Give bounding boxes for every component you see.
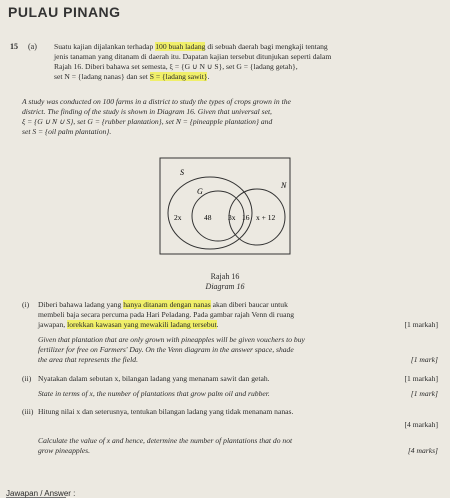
page-header: PULAU PINANG (8, 4, 121, 20)
part-i-malay (38, 300, 438, 330)
malay-intro-line2: jenis tanaman yang ditanam di daerah itu. Dapatan kajian tersebut ditunjukan seperti dalam (54, 52, 332, 61)
malay-intro-line1 (54, 42, 434, 52)
english-intro (22, 97, 434, 137)
part-i-english-line1: Given that plantation that are only grown with pineapples will be given vouchers to buy (38, 335, 305, 344)
part-iii-english (38, 436, 428, 456)
answer-label: Jawapan / Answer : (6, 489, 76, 498)
region-16: 16 (242, 213, 250, 222)
part-iii-number: (iii) (22, 407, 34, 416)
region-2x: 2x (174, 213, 182, 222)
text-segment: jawapan, (38, 320, 68, 329)
part-i-malay-line3 (38, 320, 438, 330)
caption-english: Diagram 16 (205, 282, 245, 291)
part-ii-malay: Nyatakan dalam sebutan x, bilangan ladang yang menanam sawit dan getah. (38, 374, 270, 383)
english-intro-line3: ξ = {G ∪ N ∪ S}, set G = {rubber plantation}, set N = {pineapple plantation} and (22, 117, 273, 126)
english-intro-line1: A study was conducted on 100 farms in a district to study the types of crops grown in the (22, 97, 291, 106)
part-i-english-line3: the area that represents the field. (38, 355, 138, 364)
text-segment: set N = {ladang nanas} dan set (54, 72, 150, 81)
text-segment: di sebuah daerah bagi mengkaji tentang (205, 42, 328, 51)
part-i-english-line2: fertilizer for free on Farmers' Day. On the Venn diagram in the answer space, shade (38, 345, 294, 354)
part-i-malay-line2: membeli baja secara percuma pada Hari Peladang. Pada gambar rajah Venn di ruang (38, 310, 295, 319)
region-48: 48 (204, 213, 212, 222)
question-number: 15 (10, 42, 18, 51)
malay-intro (54, 42, 434, 82)
part-i-number: (i) (22, 300, 30, 309)
part-ii-english-marks: [1 mark] (410, 389, 438, 398)
malay-intro-line3: Rajah 16. Diberi bahawa set semesta, ξ = {G ∪ N ∪ S}, set G = {ladang getah}, (54, 62, 298, 71)
text-segment: akan diberi baucar untuk (210, 300, 288, 309)
caption-malay: Rajah 16 (210, 272, 240, 281)
highlight: lorekkan kawasan yang mewakili ladang tersebut (67, 320, 217, 329)
part-i-english-marks: [1 mark] (410, 355, 438, 364)
text-segment: . (216, 320, 219, 329)
text-segment: . (207, 72, 210, 81)
question-part-a: (a) (28, 42, 37, 51)
english-intro-line2: district. The finding of the study is shown in Diagram 16. Given that universal set, (22, 107, 272, 116)
venn-diagram (150, 150, 310, 260)
part-iii-english-line2: grow pineapples. (38, 446, 91, 455)
highlight: 100 buah ladang (155, 42, 206, 51)
malay-intro-line4 (54, 72, 434, 82)
part-ii-english: State in terms of x, the number of plantations that grow palm oil and rubber. (38, 389, 270, 398)
highlight: S = {ladang sawit} (149, 72, 208, 81)
text-segment: Suatu kajian dijalankan terhadap (54, 42, 156, 51)
label-n: N (281, 181, 287, 190)
label-g: G (197, 187, 203, 196)
part-i-malay-marks: [1 markah] (404, 320, 438, 329)
region-3x: 3x (228, 213, 236, 222)
part-i-english (38, 335, 438, 365)
highlight: hanya ditanam dengan nanas (123, 300, 211, 309)
text-segment: Diberi bahawa ladang yang (38, 300, 124, 309)
part-ii-number: (ii) (22, 374, 32, 383)
part-iii-malay: Hitung nilai x dan seterusnya, tentukan bilangan ladang yang tidak menanam nanas. (38, 407, 294, 416)
part-ii-malay-marks: [1 markah] (404, 374, 438, 383)
part-i-malay-line1 (38, 300, 438, 310)
part-iii-malay-marks: [4 markah] (404, 420, 438, 429)
label-s: S (180, 168, 184, 177)
part-iii-english-line1: Calculate the value of x and hence, determine the number of plantations that do not (38, 436, 293, 445)
region-x-plus-12: x + 12 (256, 213, 276, 222)
part-iii-english-marks: [4 marks] (407, 446, 438, 455)
english-intro-line4: set S = {oil palm plantation}. (22, 127, 112, 136)
